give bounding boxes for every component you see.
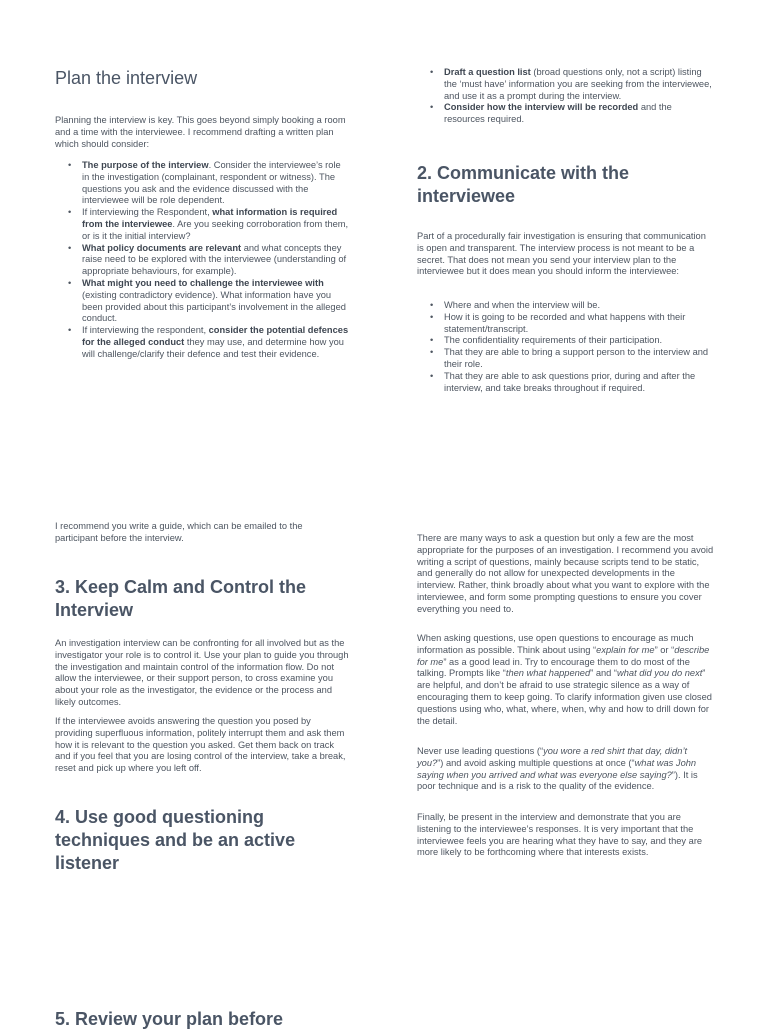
list-item: • Draft a question list (broad questions only, not a script) listing the ‘must have’ information you are seeking from the interviewee, and use it as a prompt during the interview. bbox=[417, 67, 715, 102]
list-item: • The confidentiality requirements of their participation. bbox=[417, 335, 715, 347]
list-item: • The purpose of the interview. Consider the interviewee’s role in the investigation (complainant, respondent or witness). The questions you ask and the evidence discussed with the interviewee will be role dependent. bbox=[55, 160, 350, 207]
questioning-paragraph-4: Finally, be present in the interview and demonstrate that you are listening to the interviewee’s responses. It is very important that the interviewee feels you are hearing what they have to say, and they are more likely to be forthcoming where that interests exists. bbox=[417, 812, 703, 858]
communicate-list bbox=[417, 300, 715, 394]
list-item: • Where and when the interview will be. bbox=[417, 300, 715, 312]
list-item: • That they are able to ask questions prior, during and after the interview, and take breaks throughout if required. bbox=[417, 371, 715, 395]
questioning-heading: 4. Use good questioning techniques and be an active listener bbox=[55, 807, 296, 873]
list-item: • If interviewing the Respondent, what information is required from the interviewee. Are you seeking corroboration from them, or is it the initial interview? bbox=[55, 207, 350, 242]
plan-intro-paragraph: Planning the interview is key. This goes beyond simply booking a room and a time with the interviewee. I recommend drafting a written plan which should consider: bbox=[55, 115, 346, 149]
keep-calm-paragraph-1: An investigation interview can be confronting for all involved but as the investigator your role is to control it. Use your plan to guide you through the investigation and maintain control of the information flow. Do not allow the interviewee, or their support person, to cross examine you about your role as the investigator, the evidence or the process and likely outcomes. bbox=[55, 638, 349, 707]
list-item: • Consider how the interview will be recorded and the resources required. bbox=[417, 102, 715, 126]
list-item: • How it is going to be recorded and what happens with their statement/transcript. bbox=[417, 312, 715, 336]
communicate-heading: 2. Communicate with the interviewee bbox=[417, 163, 630, 206]
plan-considerations-list-continued bbox=[417, 67, 715, 126]
communicate-intro-paragraph: Part of a procedurally fair investigation is ensuring that communication is open and transparent. The interview process is not meant to be a secret. That does not mean you send your interview plan to the interviewee but it does mean you should inform the interviewee: bbox=[417, 231, 706, 277]
plan-considerations-list bbox=[55, 160, 350, 361]
review-plan-heading: 5. Review your plan before bbox=[55, 1009, 284, 1029]
questioning-paragraph-1: There are many ways to ask a question but only a few are the most appropriate for the purposes of an investigation. I recommend you avoid writing a script of questions, mainly because scripts tend to be static, and generally do not allow for unexpected developments in the interview. Rather, think broadly about what you want to explore with the interviewee, and form some prompting questions to ensure you cover everything you need to. bbox=[417, 533, 714, 614]
questioning-paragraph-3: Never use leading questions (“you wore a red shirt that day, didn’t you?”) and avoid asking multiple questions at once (“what was John saying when you arrived and what was everyone else saying?”). It is poor technique and is a risk to the quality of the evidence. bbox=[417, 746, 698, 792]
guide-paragraph: I recommend you write a guide, which can be emailed to the participant before the interview. bbox=[55, 521, 303, 543]
keep-calm-paragraph-2: If the interviewee avoids answering the question you posed by providing superfluous information, politely interrupt them and ask them how it is relevant to the question you asked. Get them back on track and if you feel that you are losing control of the interview, take a break, reset and pick up where you left off. bbox=[55, 716, 346, 774]
list-item: • What policy documents are relevant and what concepts they raise need to be explored with the interviewee (understanding of appropriate behaviours, for example). bbox=[55, 243, 350, 278]
list-item: • If interviewing the respondent, consider the potential defences for the alleged conduct they may use, and determine how you will challenge/clarify their defence and test their evidence. bbox=[55, 325, 350, 360]
list-item: • That they are able to bring a support person to the interview and their role. bbox=[417, 347, 715, 371]
questioning-paragraph-2: When asking questions, use open questions to encourage as much information as possible. Think about using “explain for me” or “describe for me” as a good lead in. Try to encourage them to do most of the talking. Prompts like “then what happened” and “what did you do next” are helpful, and don’t be afraid to use strategic silence as a way of encouraging them to keep going. To clarify information given use closed questions using who, what, where, when, why and how to drill down for the detail. bbox=[417, 633, 712, 726]
list-item: • What might you need to challenge the interviewee with (existing contradictory evidence). What information have you been provided about this participant’s involvement in the alleged conduct. bbox=[55, 278, 350, 325]
keep-calm-heading: 3. Keep Calm and Control the Interview bbox=[55, 577, 307, 620]
plan-interview-heading: Plan the interview bbox=[55, 68, 198, 88]
